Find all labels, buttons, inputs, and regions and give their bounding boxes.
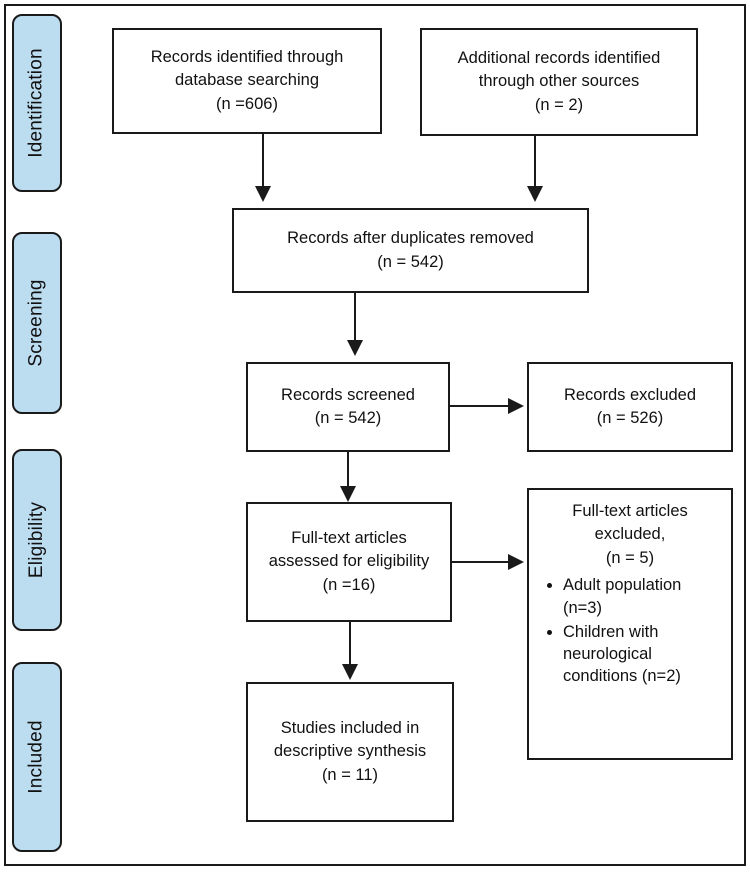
node-additional-records-line-1: Additional records identified [457, 48, 661, 67]
list-item: • Adult population (n=3) [563, 574, 723, 619]
node-studies-included [246, 682, 454, 822]
node-records-screened-line-2: (n = 542) [314, 409, 382, 427]
node-records-identified-line-3: (n =606) [216, 94, 278, 113]
node-fulltext-excluded-line-2: excluded, [594, 525, 666, 544]
node-additional-records-line-3: (n = 2) [534, 95, 584, 114]
node-studies-included-line-1: Studies included in [280, 718, 420, 737]
node-records-excluded-line-2: (n = 526) [596, 409, 664, 427]
node-records-screened [246, 362, 450, 452]
stage-label-included: Included [26, 720, 47, 794]
stage-label-identification: Identification [26, 48, 48, 158]
node-fulltext-excluded [527, 488, 733, 760]
stage-label-eligibility: Eligibility [26, 501, 47, 579]
node-fulltext-assessed [246, 502, 452, 622]
stage-tab-eligibility [12, 449, 62, 631]
node-fulltext-excluded-reasons [537, 574, 723, 689]
list-item: • Children with neurological conditions (n=2) [563, 621, 723, 688]
stage-tab-identification [12, 14, 62, 192]
node-records-excluded [527, 362, 733, 452]
stage-tab-screening [12, 232, 62, 414]
node-fulltext-excluded-line-1: Full-text articles [572, 502, 688, 520]
node-fulltext-assessed-line-1: Full-text articles [291, 528, 407, 547]
node-studies-included-line-3: (n = 11) [321, 765, 379, 784]
node-duplicates-removed-line-2: (n = 542) [377, 252, 444, 271]
node-additional-records [420, 28, 698, 136]
node-studies-included-line-2: descriptive synthesis [273, 742, 427, 761]
stage-label-screening: Screening [26, 279, 48, 367]
node-additional-records-line-2: through other sources [478, 72, 640, 91]
node-duplicates-removed [232, 208, 589, 293]
node-records-identified [112, 28, 382, 134]
node-fulltext-excluded-line-3: (n = 5) [605, 548, 655, 567]
node-records-identified-line-2: database searching [174, 71, 320, 90]
node-records-excluded-line-1: Records excluded [563, 385, 697, 404]
node-duplicates-removed-line-1: Records after duplicates removed [287, 229, 534, 248]
node-fulltext-assessed-line-3: (n =16) [322, 575, 376, 594]
stage-tab-included [12, 662, 62, 852]
node-fulltext-assessed-line-2: assessed for eligibility [268, 552, 430, 571]
node-fulltext-excluded-heading [537, 500, 723, 570]
node-records-screened-line-1: Records screened [281, 385, 415, 404]
node-records-identified-line-1: Records identified through [150, 47, 344, 66]
